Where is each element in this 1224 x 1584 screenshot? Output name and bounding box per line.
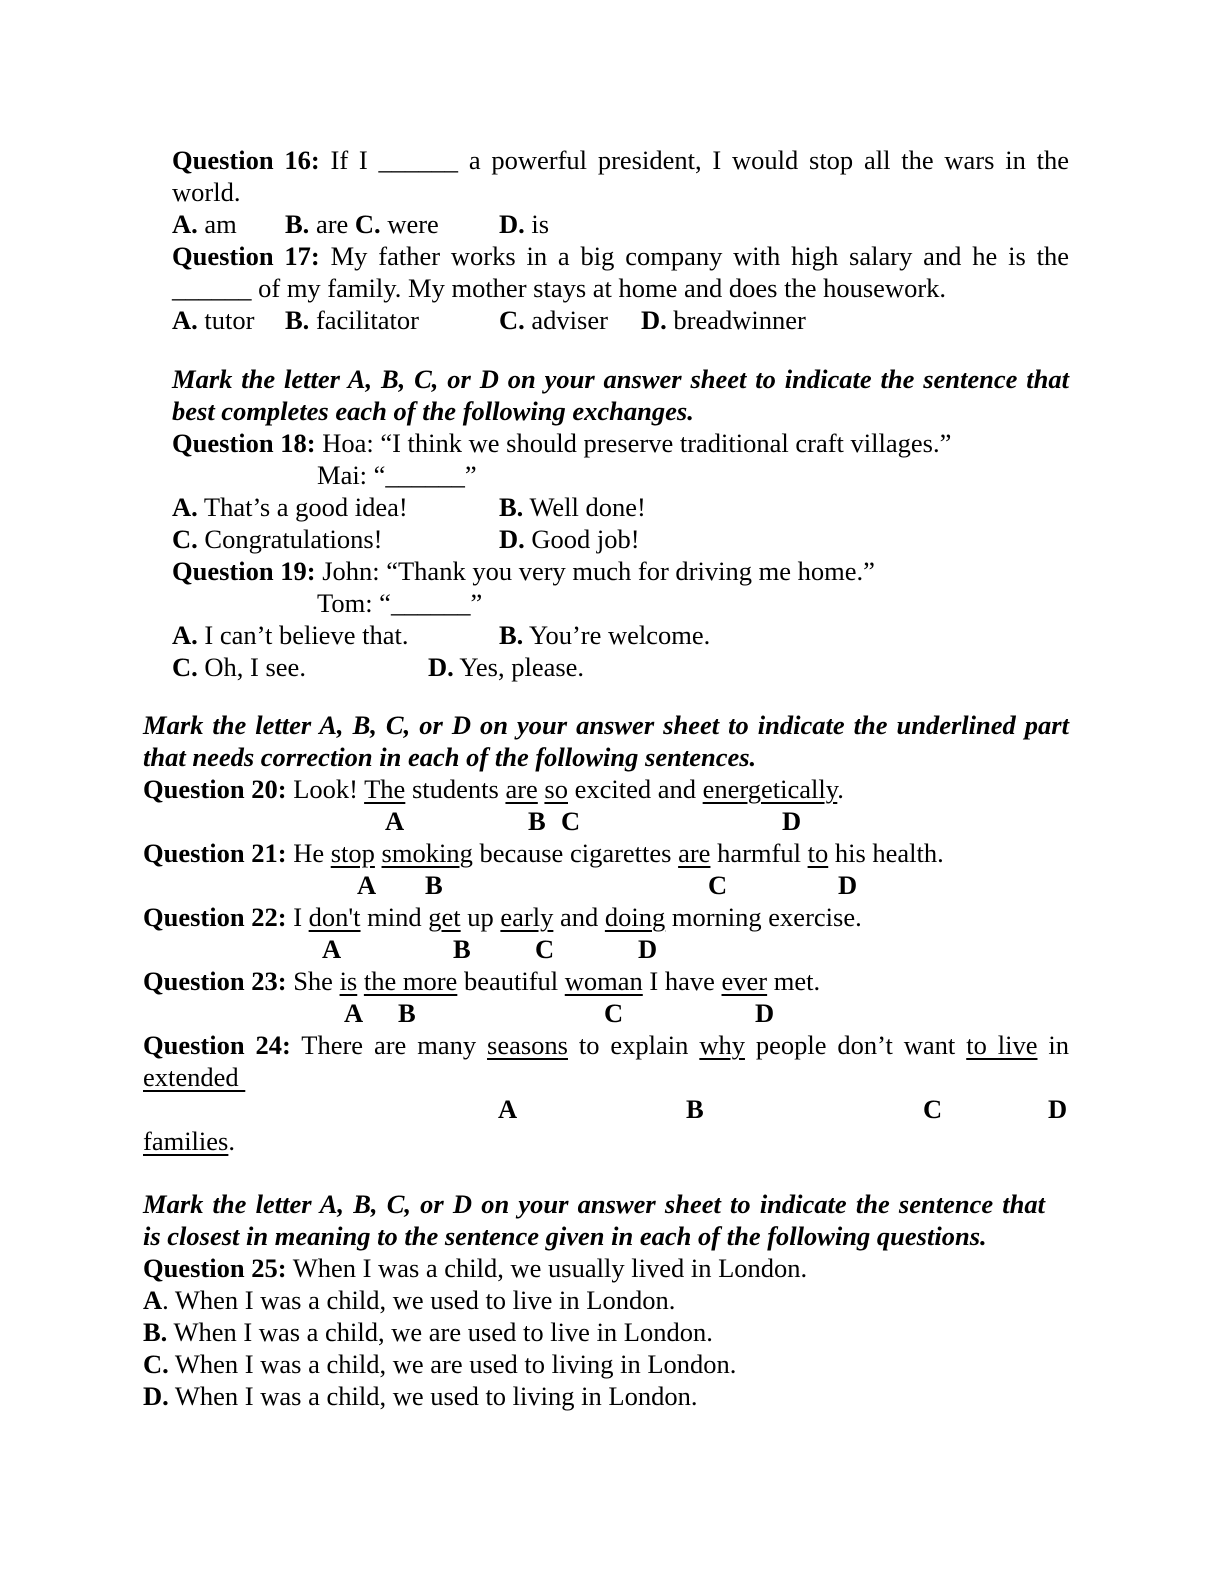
- marker-d: D: [838, 870, 858, 900]
- question-19-option-a: A. I can’t believe that.: [172, 620, 409, 650]
- underlined-part-c: woman: [564, 966, 643, 996]
- question-24-sentence-end: families.: [143, 1126, 235, 1156]
- question-label: Question 20:: [143, 774, 287, 804]
- instruction-exchanges-line-1: Mark the letter A, B, C, or D on your answer sheet to indicate the sentence that: [172, 364, 1069, 394]
- question-label: Question 25:: [143, 1253, 287, 1283]
- marker-c: C: [604, 998, 624, 1028]
- question-16-option-d: D. is: [499, 209, 550, 239]
- question-18-option-d: D. Good job!: [499, 524, 640, 554]
- marker-c: C: [561, 806, 581, 836]
- question-16-option-b-c: B. are C. were: [285, 209, 439, 239]
- question-label: Question 16:: [172, 145, 320, 175]
- question-24-sentence-cont: [143, 1061, 245, 1093]
- question-18-reply: Mai: “______”: [317, 460, 477, 490]
- question-16-stem: [172, 144, 1069, 176]
- answer-blank: ______: [378, 145, 459, 175]
- marker-b: B: [453, 934, 471, 964]
- question-16-option-a: A. am: [172, 209, 237, 239]
- question-18-option-a: A. That’s a good idea!: [172, 492, 408, 522]
- question-25-option-b: B. When I was a child, we are used to live in London.: [143, 1317, 713, 1347]
- question-22-sentence: Question 22: I don't mind get up early and doing morning exercise.: [143, 902, 862, 932]
- question-25-option-c: C. When I was a child, we are used to living in London.: [143, 1349, 737, 1379]
- question-17-stem-cont: ______ of my family. My mother stays at home and does the housework.: [172, 273, 947, 303]
- marker-a: A: [385, 806, 405, 836]
- question-17-option-a: A. tutor: [172, 305, 255, 335]
- question-23-sentence: Question 23: She is the more beautiful woman I have ever met.: [143, 966, 821, 996]
- question-18-option-b: B. Well done!: [499, 492, 646, 522]
- marker-d: D: [1048, 1094, 1068, 1124]
- question-label: Question 22:: [143, 902, 287, 932]
- underlined-part-a: seasons: [487, 1030, 568, 1060]
- question-label: Question 23:: [143, 966, 287, 996]
- marker-c: C: [708, 870, 728, 900]
- question-17-option-b: B. facilitator: [285, 305, 419, 335]
- underlined-part-b: get: [428, 902, 461, 932]
- underlined-part-a: The: [364, 774, 406, 804]
- underlined-part-c: are: [678, 838, 711, 868]
- question-label: Question 18:: [172, 428, 316, 458]
- instruction-meaning-line-2: is closest in meaning to the sentence given in each of the following questions.: [143, 1221, 987, 1251]
- marker-d: D: [782, 806, 802, 836]
- underlined-part-d: to: [807, 838, 829, 868]
- marker-a: A: [357, 870, 377, 900]
- question-20-sentence: Question 20: Look! The students are so excited and energetically.: [143, 774, 844, 804]
- question-18-option-c: C. Congratulations!: [172, 524, 383, 554]
- stem-text: If I: [319, 145, 379, 175]
- instruction-exchanges-line-2: best completes each of the following exchanges.: [172, 396, 694, 426]
- marker-b: B: [528, 806, 546, 836]
- question-17-option-d: D. breadwinner: [641, 305, 806, 335]
- question-19-stem: Question 19: John: “Thank you very much for driving me home.”: [172, 556, 875, 586]
- underlined-part-d: extended: [143, 1062, 246, 1092]
- marker-d: D: [755, 998, 775, 1028]
- question-label: Question 21:: [143, 838, 287, 868]
- underlined-part-c: to live: [966, 1030, 1038, 1060]
- marker-a: A: [498, 1094, 518, 1124]
- question-label: Question 24:: [143, 1030, 291, 1060]
- marker-c: C: [923, 1094, 943, 1124]
- underlined-part-d-cont: families: [143, 1126, 229, 1156]
- underlined-part-d: doing: [604, 902, 666, 932]
- underlined-part-a: stop: [330, 838, 375, 868]
- question-19-option-d: D. Yes, please.: [428, 652, 585, 682]
- question-17-stem: [172, 240, 1069, 272]
- marker-b: B: [425, 870, 443, 900]
- question-19-option-c: C. Oh, I see.: [172, 652, 306, 682]
- question-label: Question 19:: [172, 556, 316, 586]
- question-label: Question 17:: [172, 241, 320, 271]
- question-19-option-b: B. You’re welcome.: [499, 620, 711, 650]
- underlined-part-b: smoking: [381, 838, 473, 868]
- question-25-option-d: D. When I was a child, we used to living in London.: [143, 1381, 698, 1411]
- underlined-part-d: ever: [721, 966, 768, 996]
- underlined-part-b: why: [699, 1030, 745, 1060]
- instruction-meaning-line-1: Mark the letter A, B, C, or D on your answer sheet to indicate the sentence that: [143, 1189, 1045, 1219]
- underlined-part-c: so: [544, 774, 568, 804]
- underlined-part-b: the more: [363, 966, 458, 996]
- underlined-part-c: early: [500, 902, 554, 932]
- instruction-correction-line-2: that needs correction in each of the following sentences.: [143, 742, 757, 772]
- marker-c: C: [535, 934, 555, 964]
- marker-b: B: [398, 998, 416, 1028]
- question-17-option-c: C. adviser: [499, 305, 608, 335]
- marker-a: A: [322, 934, 342, 964]
- question-21-sentence: Question 21: He stop smoking because cigarettes are harmful to his health.: [143, 838, 944, 868]
- underlined-part-a: don't: [308, 902, 361, 932]
- underlined-part-b: are: [505, 774, 538, 804]
- question-16-stem-cont: world.: [172, 177, 241, 207]
- instruction-correction-line-1: Mark the letter A, B, C, or D on your answer sheet to indicate the underlined part: [143, 710, 1069, 740]
- underlined-part-d: energetically: [702, 774, 838, 804]
- marker-a: A: [344, 998, 364, 1028]
- stem-text: a powerful president, I would stop all the wars in the: [458, 145, 1069, 175]
- question-25-option-a: A. When I was a child, we used to live in London.: [143, 1285, 676, 1315]
- marker-d: D: [638, 934, 658, 964]
- question-18-stem: Question 18: Hoa: “I think we should preserve traditional craft villages.”: [172, 428, 952, 458]
- question-19-reply: Tom: “______”: [317, 588, 483, 618]
- question-24-sentence: Question 24: There are many seasons to explain why people don’t want to live in: [143, 1030, 1070, 1060]
- underlined-part-a: is: [339, 966, 358, 996]
- marker-b: B: [686, 1094, 704, 1124]
- question-25-stem: Question 25: When I was a child, we usually lived in London.: [143, 1253, 808, 1283]
- stem-text: My father works in a big company with high salary and he is the: [319, 241, 1069, 271]
